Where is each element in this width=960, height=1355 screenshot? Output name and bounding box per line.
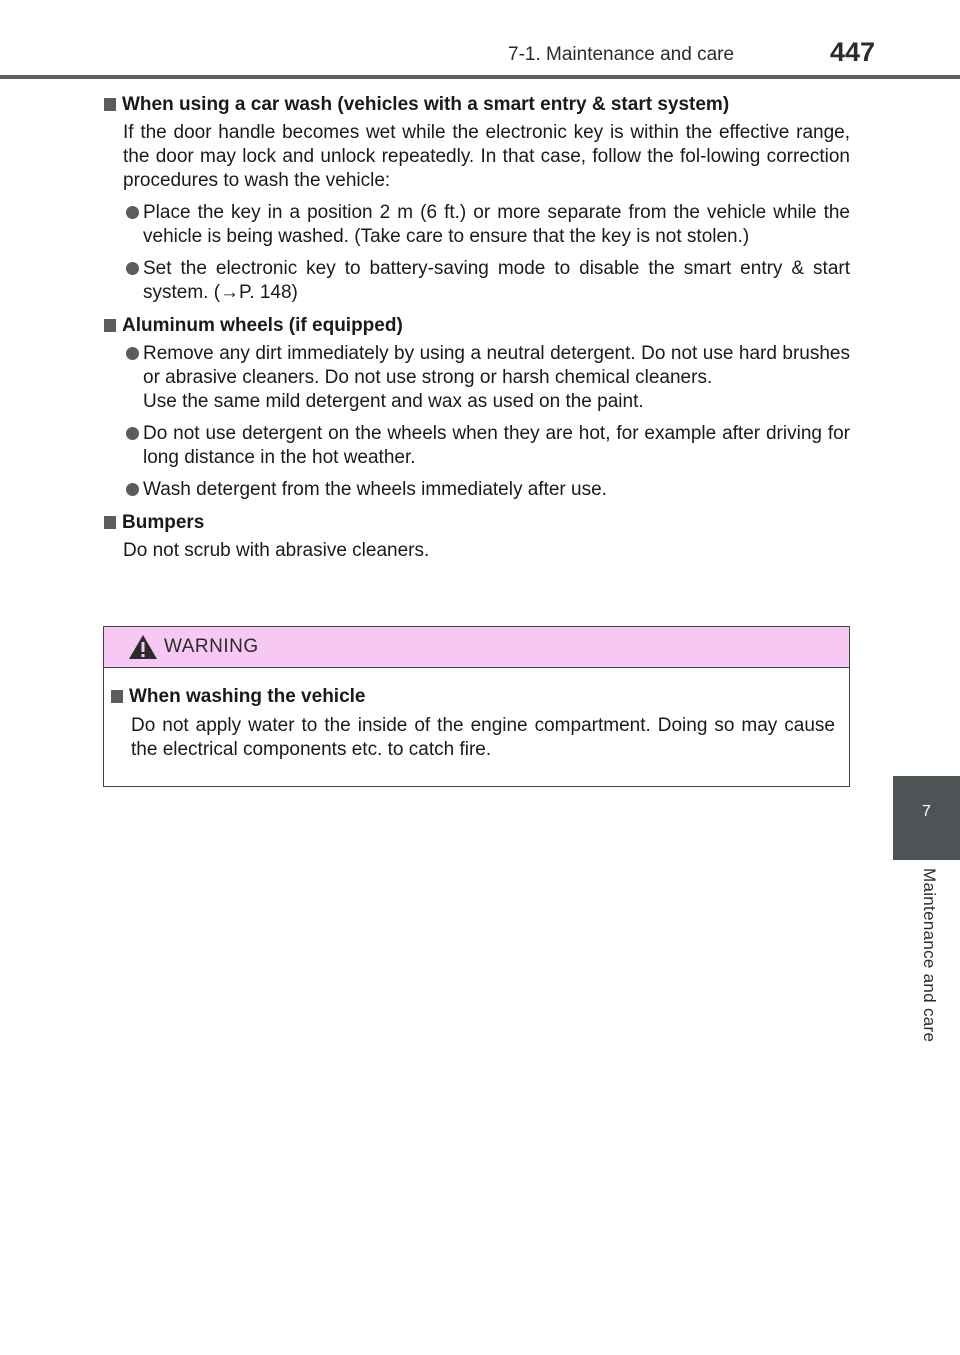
- warning-title: When washing the vehicle: [111, 684, 835, 710]
- header-section-title: 7-1. Maintenance and care: [508, 44, 735, 65]
- square-bullet-icon: [104, 319, 116, 332]
- chapter-tab[interactable]: [893, 776, 960, 860]
- page-number: 447: [830, 37, 876, 67]
- warning-header: [104, 627, 849, 668]
- chapter-number: 7: [922, 803, 931, 820]
- section-title-car-wash: When using a car wash (vehicles with a smart entry & start system): [104, 92, 850, 118]
- warning-box: [103, 626, 850, 787]
- warning-label: WARNING: [164, 636, 259, 657]
- list-item: Place the key in a position 2 m (6 ft.) or more separate from the vehicle while the vehicle is being washed. (Take care to ensure that the key is not stolen.): [104, 201, 850, 249]
- list-item: Remove any dirt immediately by using a neutral detergent. Do not use hard brushes or abrasive cleaners. Do not use strong or harsh chemical cleaners. Use the same mild detergent and wax as used on the paint.: [104, 342, 850, 414]
- square-bullet-icon: [104, 516, 116, 529]
- square-bullet-icon: [111, 690, 123, 703]
- section-title-bumpers: Bumpers: [104, 510, 850, 536]
- warning-text: Do not apply water to the inside of the engine compartment. Doing so may cause the electrical components etc. to catch fire.: [131, 715, 835, 760]
- main-content: [104, 92, 850, 571]
- car-wash-intro: If the door handle becomes wet while the electronic key is within the effective range, the door may lock and unlock repeatedly. In that case, follow the fol-lowing correction procedures to wash the vehicle:: [123, 122, 850, 191]
- list-item: Do not use detergent on the wheels when they are hot, for example after driving for long distance in the hot weather.: [104, 422, 850, 470]
- round-bullet-icon: [126, 483, 139, 496]
- round-bullet-icon: [126, 262, 139, 275]
- list-item: Set the electronic key to battery-saving mode to disable the smart entry & start system. (→P. 148): [104, 257, 850, 305]
- warning-triangle-icon: [128, 634, 158, 660]
- list-item: Wash detergent from the wheels immediately after use.: [104, 478, 850, 502]
- bumpers-text: Do not scrub with abrasive cleaners.: [123, 540, 430, 561]
- header-rule: [0, 75, 960, 79]
- round-bullet-icon: [126, 206, 139, 219]
- round-bullet-icon: [126, 427, 139, 440]
- square-bullet-icon: [104, 98, 116, 111]
- chapter-label: Maintenance and care: [920, 868, 939, 1043]
- section-title-aluminum-wheels: Aluminum wheels (if equipped): [104, 313, 850, 339]
- warning-body: [104, 668, 849, 762]
- round-bullet-icon: [126, 347, 139, 360]
